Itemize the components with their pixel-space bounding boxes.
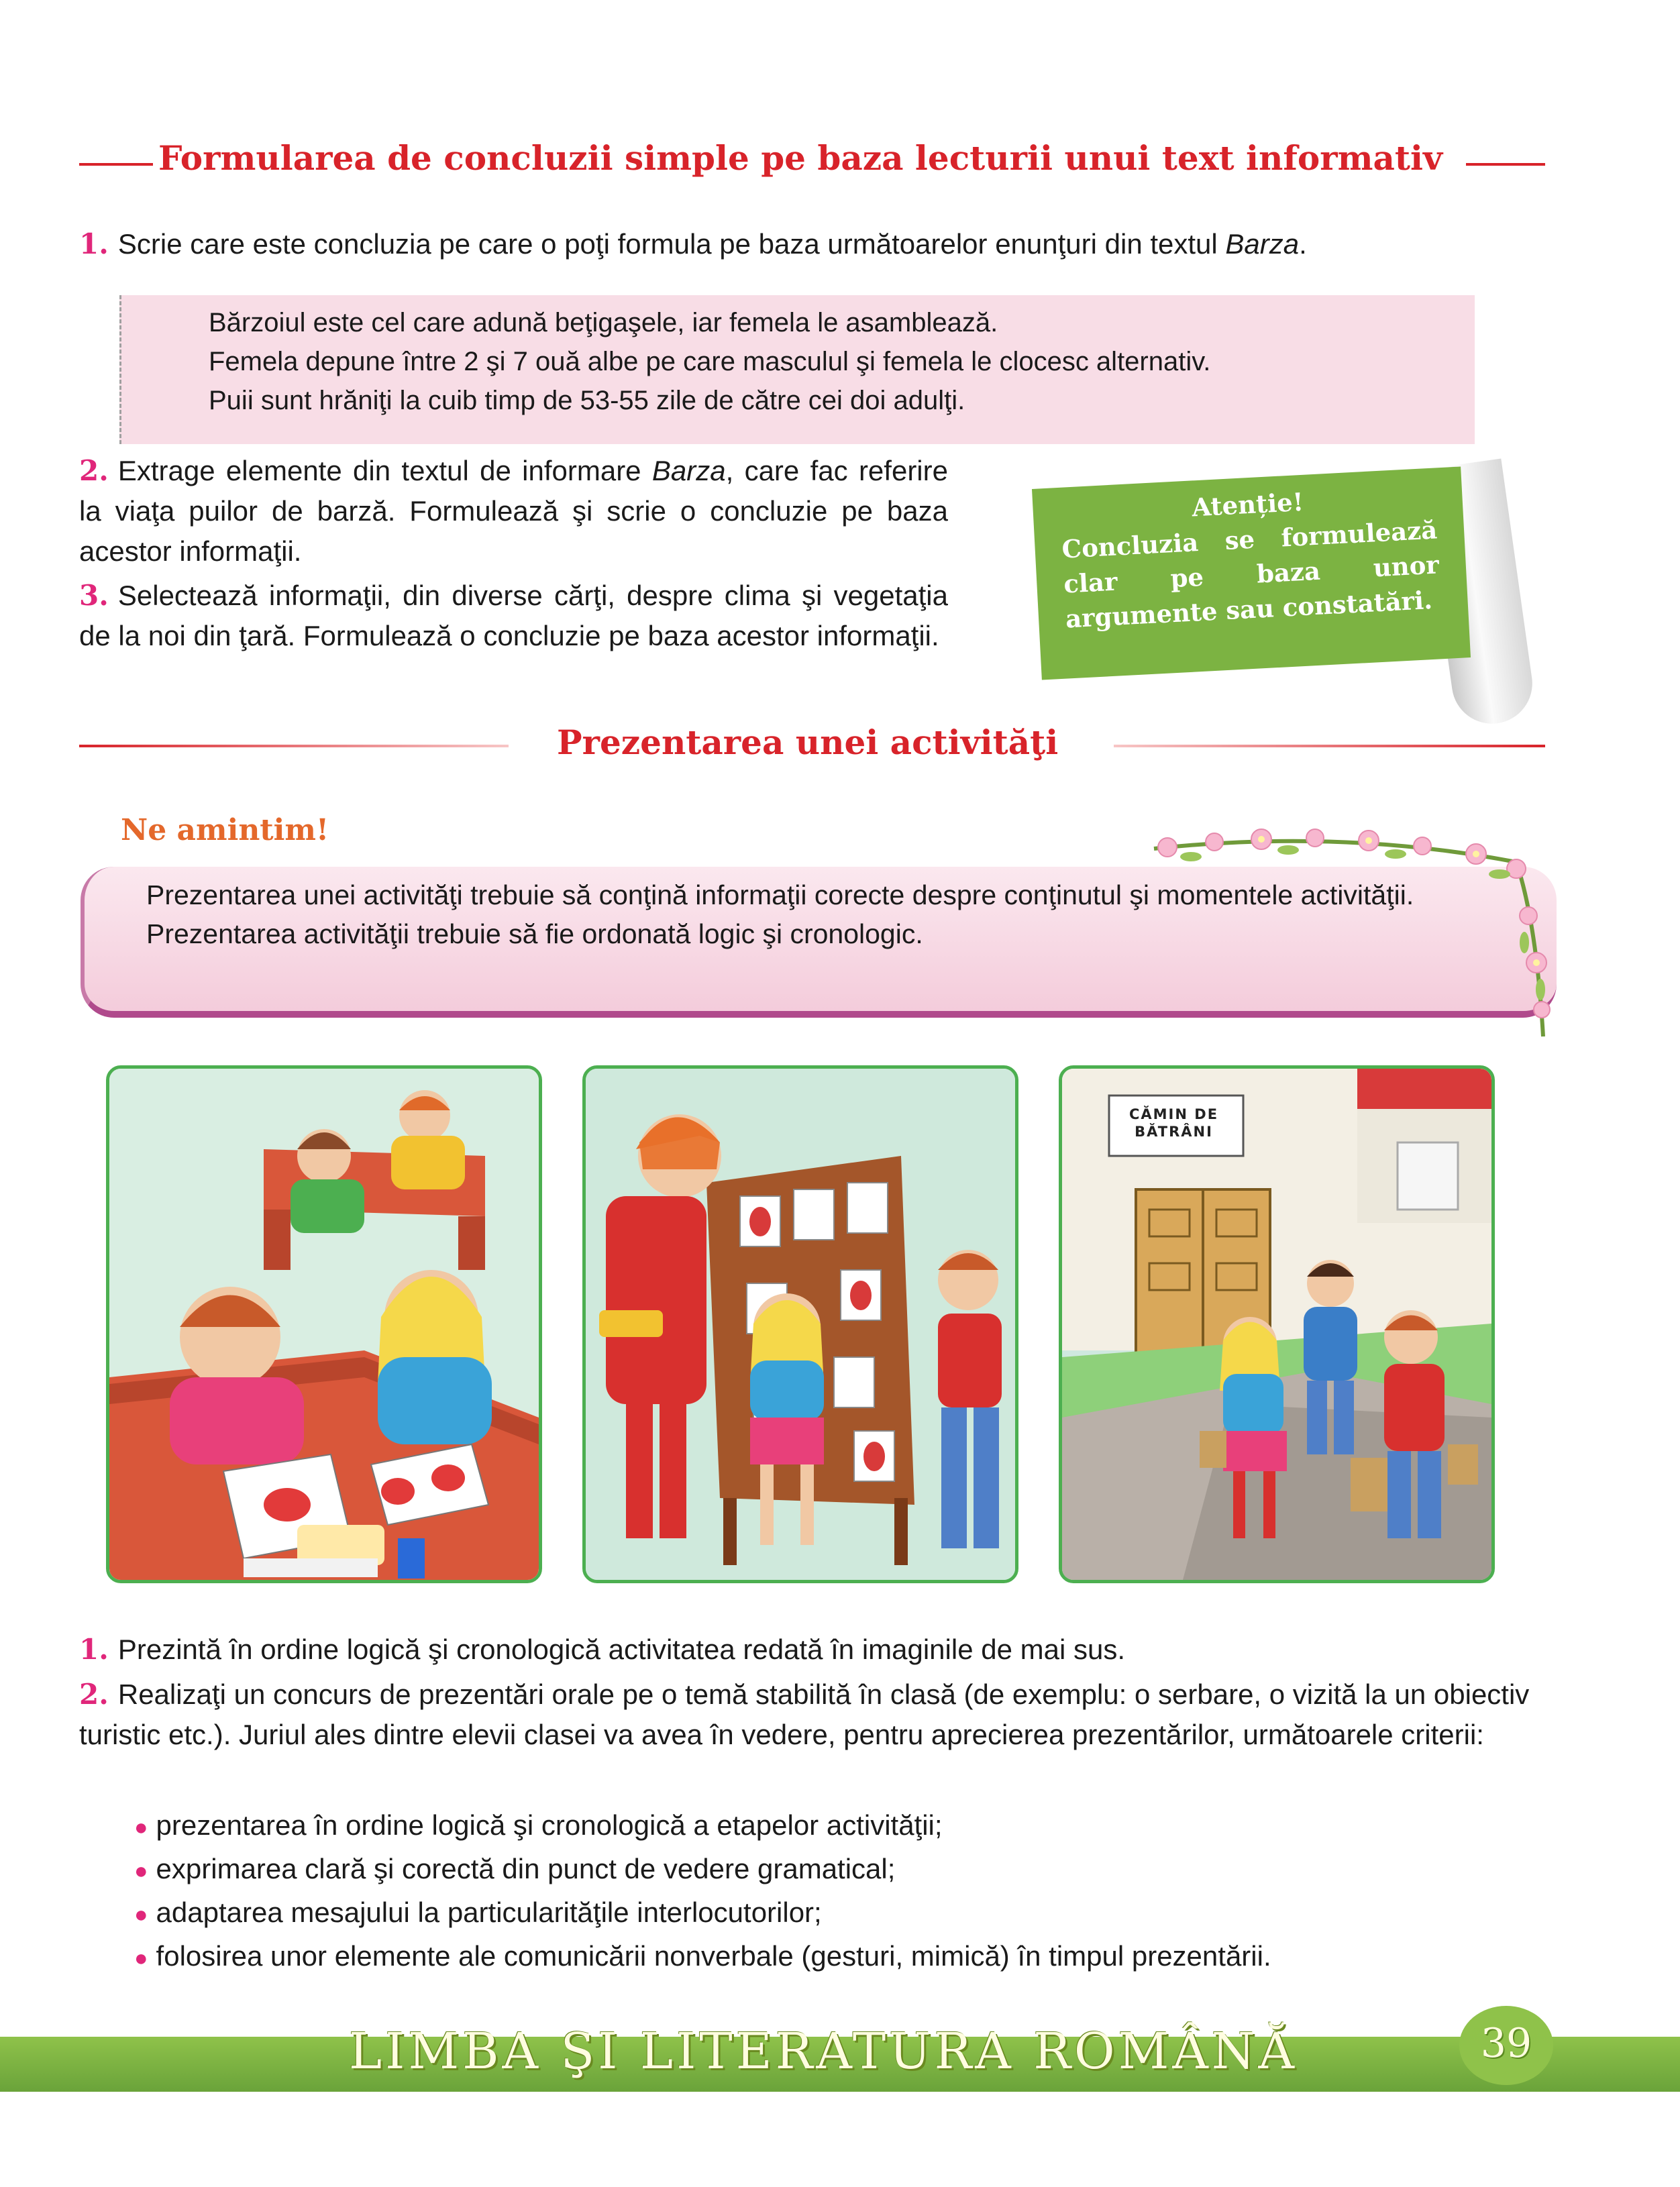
question-text-cont: , care fac referire la viaţa puilor de barză. Formulează şi scrie o concluzie pe baza acestor informaţii. — [79, 455, 948, 567]
list-item-text: folosirea unor elemente ale comunicării nonverbale (gesturi, mimică) în timpul prezentării. — [156, 1940, 1271, 1972]
section2-title: Prezentarea unei activităţi — [557, 723, 1059, 762]
activity-question-1 — [79, 1629, 1555, 1670]
remember-line: Prezentarea unei activităţi trebuie să conţină informaţii corecte despre conţinutul şi momentele activităţii. — [146, 879, 1414, 910]
sign-line: BĂTRÂNI — [1135, 1124, 1213, 1140]
footer-title: LIMBA ŞI LITERATURA ROMÂNĂ — [349, 2023, 1298, 2080]
question-text: Extrage elemente din textul de informare — [117, 455, 652, 486]
title-rule-right — [1466, 163, 1545, 166]
classroom-drawing — [109, 1069, 539, 1580]
attention-note — [1032, 466, 1471, 680]
flower-garland-icon — [1141, 822, 1557, 1050]
page-number: 39 — [1459, 2006, 1553, 2085]
board-drawing — [586, 1069, 1015, 1580]
illustration-board — [582, 1065, 1018, 1583]
question-number: 3. — [79, 579, 109, 612]
bullet-dot-icon: ● — [134, 1815, 148, 1840]
question-3 — [79, 576, 948, 656]
excerpt-box — [119, 295, 1475, 444]
question-1 — [79, 223, 1555, 265]
question-text: Prezintă în ordine logică şi cronologică activitatea redată în imaginile de mai sus. — [117, 1634, 1125, 1665]
section1-title: Formularea de concluzii simple pe baza lecturii unui text informativ — [158, 138, 1443, 178]
note-title: Atenție! — [1191, 486, 1304, 523]
building-sign — [1129, 1106, 1218, 1140]
illustration-elderly-home — [1059, 1065, 1495, 1583]
question-2 — [79, 451, 948, 572]
question-text: Realizaţi un concurs de prezentări orale pe o temă stabilită în clasă (de exemplu: o serbare, o vizită la un obiectiv turistic etc.). Juriul ales dintre elevii clasei va avea în vedere, pentru aprecierea prezentărilor, următoarele criterii: — [79, 1678, 1530, 1750]
excerpt-line: Femela depune între 2 şi 7 ouă albe pe care masculul şi femela le clocesc alternativ. — [209, 347, 1211, 376]
list-item-text: exprimarea clară şi corectă din punct de vedere gramatical; — [156, 1853, 896, 1884]
text-title: Barza — [651, 455, 726, 486]
list-item — [134, 1805, 1543, 1848]
list-item-text: prezentarea în ordine logică şi cronologică a etapelor activităţii; — [156, 1809, 943, 1841]
list-item — [134, 1848, 1543, 1892]
note-body: Concluzia se formulează clar pe baza unor argumente sau constatări. — [1061, 515, 1440, 634]
list-item-text: adaptarea mesajului la particularităţile interlocutorilor; — [156, 1897, 822, 1928]
question-number: 2. — [79, 454, 109, 487]
remember-label: Ne amintim! — [121, 813, 329, 847]
title-rule-right — [1114, 745, 1545, 747]
list-item — [134, 1935, 1543, 1979]
elderly-home-drawing — [1062, 1069, 1491, 1580]
question-text: Scrie care este concluzia pe care o poţi formula pe baza următoarelor enunţuri din textul — [117, 228, 1226, 260]
excerpt-line: Bărzoiul este cel care adună beţigaşele, iar femela le asamblează. — [209, 308, 998, 337]
question-number: 1. — [79, 1633, 109, 1666]
remember-line: Prezentarea activităţii trebuie să fie ordonată logic şi cronologic. — [146, 918, 923, 949]
text-title: Barza — [1225, 228, 1300, 260]
title-rule-left — [79, 163, 153, 166]
sign-line: CĂMIN DE — [1129, 1106, 1219, 1122]
list-item — [134, 1892, 1543, 1935]
illustration-classroom — [106, 1065, 542, 1583]
criteria-list — [134, 1805, 1543, 1979]
excerpt-line: Puii sunt hrăniţi la cuib timp de 53-55 zile de către cei doi adulţi. — [209, 386, 965, 415]
bullet-dot-icon: ● — [134, 1858, 148, 1884]
question-number: 2. — [79, 1678, 109, 1711]
bullet-dot-icon: ● — [134, 1902, 148, 1927]
question-number: 1. — [79, 227, 109, 260]
activity-question-2 — [79, 1674, 1559, 1755]
punct: . — [1299, 228, 1307, 260]
question-text: Selectează informaţii, din diverse cărţi, despre clima şi vegetaţia de la noi din ţară. Formulează o concluzie pe baza acestor informaţii. — [79, 580, 948, 651]
bullet-dot-icon: ● — [134, 1945, 148, 1971]
title-rule-left — [79, 745, 509, 747]
